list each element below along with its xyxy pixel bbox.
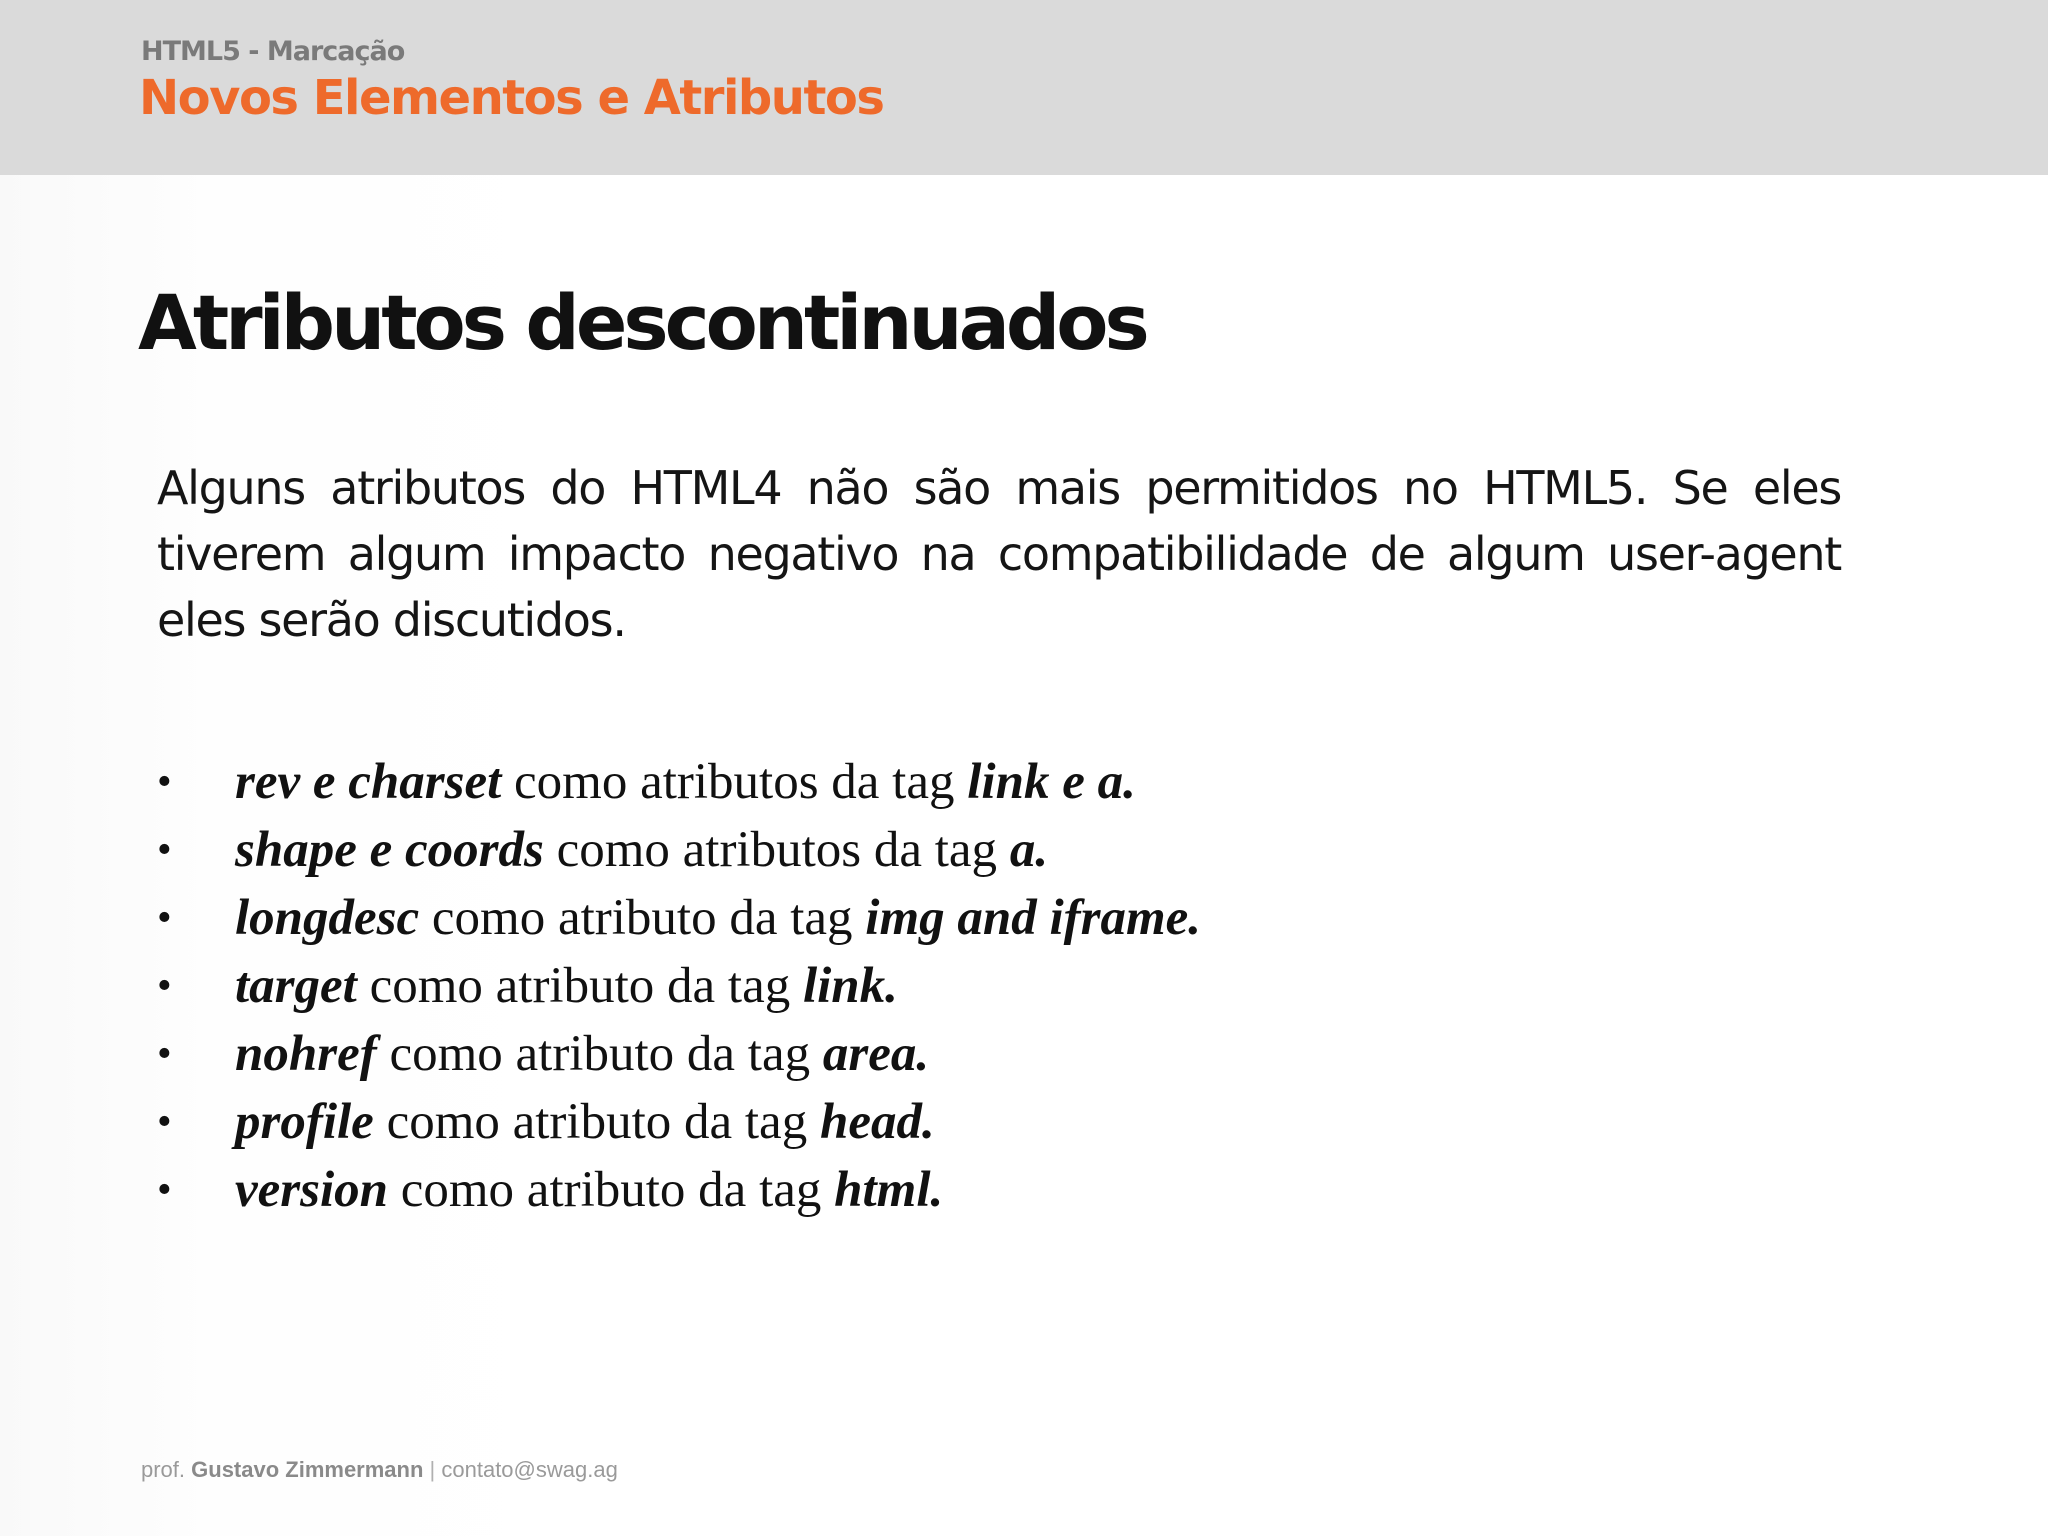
tag-name: head. bbox=[819, 1094, 935, 1150]
tag-name: link. bbox=[802, 958, 898, 1014]
attribute-name: shape e coords bbox=[235, 822, 544, 878]
bullet-icon: • bbox=[157, 895, 172, 941]
bullet-icon: • bbox=[157, 759, 172, 805]
footer-email: contato@swag.ag bbox=[441, 1457, 618, 1482]
page-title: Atributos descontinuados bbox=[138, 278, 1146, 367]
attribute-name: nohref bbox=[235, 1026, 377, 1082]
bullet-item-rev-charset bbox=[150, 748, 1201, 816]
tag-name: a. bbox=[1009, 822, 1049, 878]
bullet-icon: • bbox=[157, 963, 172, 1009]
attribute-name: target bbox=[235, 958, 357, 1014]
bullet-item-target bbox=[150, 952, 1201, 1020]
bullet-list bbox=[150, 748, 1201, 1224]
bullet-icon: • bbox=[157, 1099, 172, 1145]
bullet-item-nohref bbox=[150, 1020, 1201, 1088]
tag-name: area. bbox=[822, 1026, 930, 1082]
header-title: Novos Elementos e Atributos bbox=[139, 70, 884, 126]
bullet-text: como atributo da tag bbox=[356, 958, 803, 1014]
bullet-text: como atributo da tag bbox=[388, 1162, 835, 1218]
header-band bbox=[0, 0, 2048, 175]
bullet-item-version bbox=[150, 1156, 1201, 1224]
tag-name: link e a. bbox=[967, 754, 1136, 810]
footer-prefix: prof. bbox=[141, 1457, 192, 1482]
bullet-text: como atributos da tag bbox=[501, 754, 968, 810]
bullet-icon: • bbox=[157, 1031, 172, 1077]
footer-separator: | bbox=[423, 1457, 442, 1482]
tag-name: img and iframe. bbox=[865, 890, 1202, 946]
bullet-text: como atributo da tag bbox=[373, 1094, 820, 1150]
attribute-name: version bbox=[235, 1162, 388, 1218]
bullet-text: como atributo da tag bbox=[419, 890, 866, 946]
bullet-item-shape-coords bbox=[150, 816, 1201, 884]
bullet-icon: • bbox=[157, 1167, 172, 1213]
tag-name: html. bbox=[834, 1162, 944, 1218]
bullet-item-longdesc bbox=[150, 884, 1201, 952]
footer-author: Gustavo Zimmermann bbox=[191, 1457, 424, 1482]
bullet-text: como atributos da tag bbox=[543, 822, 1010, 878]
header-kicker: HTML5 - Marcação bbox=[141, 36, 405, 67]
bullet-icon: • bbox=[157, 827, 172, 873]
bullet-item-profile bbox=[150, 1088, 1201, 1156]
attribute-name: longdesc bbox=[235, 890, 420, 946]
attribute-name: rev e charset bbox=[235, 754, 502, 810]
attribute-name: profile bbox=[235, 1094, 374, 1150]
footer bbox=[141, 1457, 618, 1483]
intro-paragraph: Alguns atributos do HTML4 não são mais permitidos no HTML5. Se eles tiverem algum impacto negativo na compatibilidade de algum user-agent eles serão discutidos. bbox=[157, 461, 1841, 647]
bullet-text: como atributo da tag bbox=[376, 1026, 823, 1082]
